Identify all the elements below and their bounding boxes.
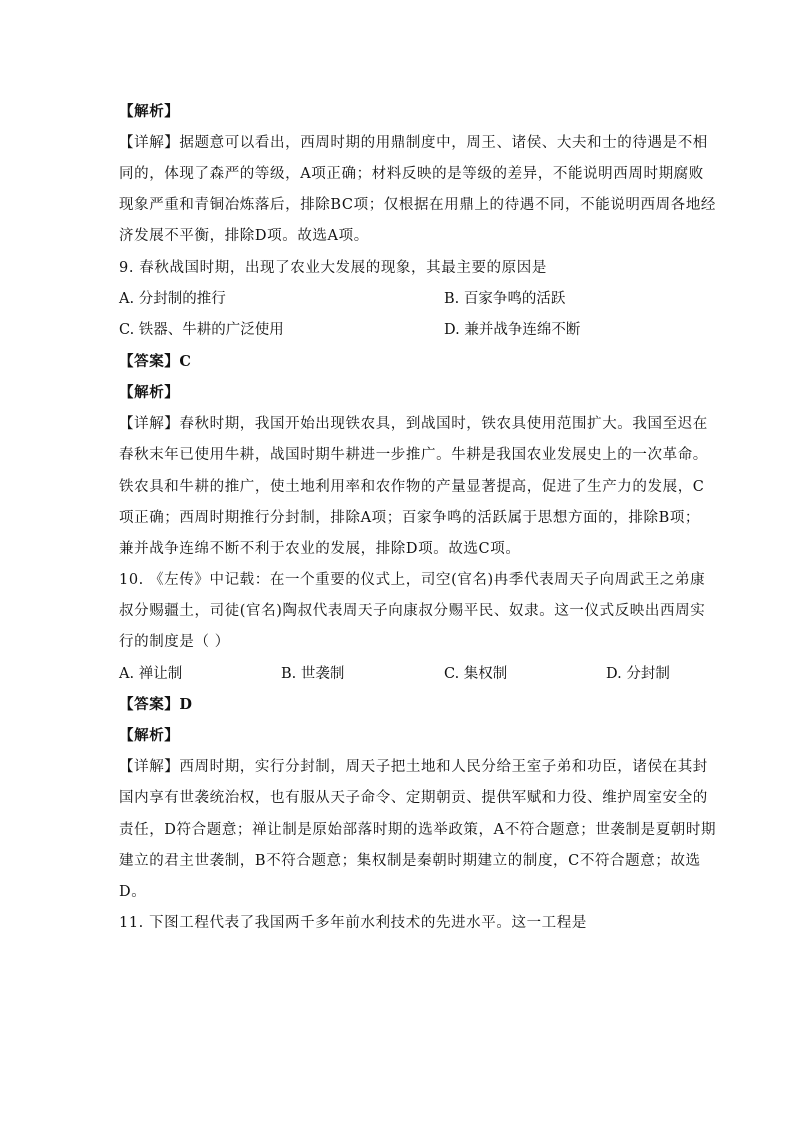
q9-detail-line-1: 【详解】春秋时期，我国开始出现铁农具，到战国时，铁农具使用范围扩大。我国至迟在 [119, 416, 708, 432]
q10-question-line-1: 10. 《左传》中记载：在一个重要的仪式上，司空(官名)冉季代表周天子向周武王之弟康 [119, 572, 706, 588]
q10-detail-line-5: D。 [119, 884, 147, 900]
q8-detail-line-2: 同的，体现了森严的等级，A项正确；材料反映的是等级的差异，不能说明西周时期腐败 [119, 166, 704, 182]
q8-detail-line-3: 现象严重和青铜冶炼落后，排除BC项；仅根据在用鼎上的待遇不同，不能说明西周各地经 [119, 197, 717, 213]
q10-option-b: B. 世袭制 [281, 666, 345, 682]
q9-detail-line-5: 兼并战争连绵不断不利于农业的发展，排除D项。故选C项。 [119, 541, 521, 557]
q9-option-d: D. 兼并战争连绵不断 [444, 322, 581, 338]
q8-analysis-label: 【解析】 [119, 103, 180, 120]
q10-option-c: C. 集权制 [444, 666, 508, 682]
q8-detail-line-1: 【详解】据题意可以看出，西周时期的用鼎制度中，周王、诸侯、大夫和士的待遇是不相 [119, 135, 708, 151]
q9-option-a: A. 分封制的推行 [119, 291, 226, 307]
q10-analysis-label: 【解析】 [119, 727, 180, 744]
q9-detail-line-4: 项正确；西周时期推行分封制，排除A项；百家争鸣的活跃属于思想方面的，排除B项； [119, 510, 701, 526]
q10-detail-line-2: 国内享有世袭统治权，也有服从天子命令、定期朝贡、提供军赋和力役、维护周室安全的 [119, 790, 708, 806]
q10-answer: 【答案】D [119, 696, 193, 713]
q11-question: 11. 下图工程代表了我国两千多年前水利技术的先进水平。这一工程是 [119, 915, 587, 931]
q9-detail-line-3: 铁农具和牛耕的推广，使土地利用率和农作物的产量显著提高，促进了生产力的发展，C [119, 479, 705, 495]
q10-option-a: A. 禅让制 [119, 666, 183, 682]
q9-option-c: C. 铁器、牛耕的广泛使用 [119, 322, 284, 338]
q9-question: 9. 春秋战国时期，出现了农业大发展的现象，其最主要的原因是 [119, 260, 547, 276]
q10-option-d: D. 分封制 [606, 666, 670, 682]
q9-answer: 【答案】C [119, 353, 192, 370]
q10-detail-line-1: 【详解】西周时期，实行分封制，周天子把土地和人民分给王室子弟和功臣，诸侯在其封 [119, 759, 708, 775]
q10-question-line-3: 行的制度是（ ） [119, 634, 230, 650]
q9-detail-line-2: 春秋末年已使用牛耕，战国时期牛耕进一步推广。牛耕是我国农业发展史上的一次革命。 [119, 447, 708, 463]
q10-question-line-2: 叔分赐疆土，司徒(官名)陶叔代表周天子向康叔分赐平民、奴隶。这一仪式反映出西周实 [119, 603, 706, 619]
q10-detail-line-3: 责任，D符合题意；禅让制是原始部落时期的选举政策，A不符合题意；世袭制是夏朝时期 [119, 822, 717, 838]
q9-option-b: B. 百家争鸣的活跃 [444, 291, 566, 307]
q10-detail-line-4: 建立的君主世袭制，B不符合题意；集权制是秦朝时期建立的制度，C不符合题意；故选 [119, 853, 701, 869]
q9-analysis-label: 【解析】 [119, 384, 180, 401]
q8-detail-line-4: 济发展不平衡，排除D项。故选A项。 [119, 228, 369, 244]
